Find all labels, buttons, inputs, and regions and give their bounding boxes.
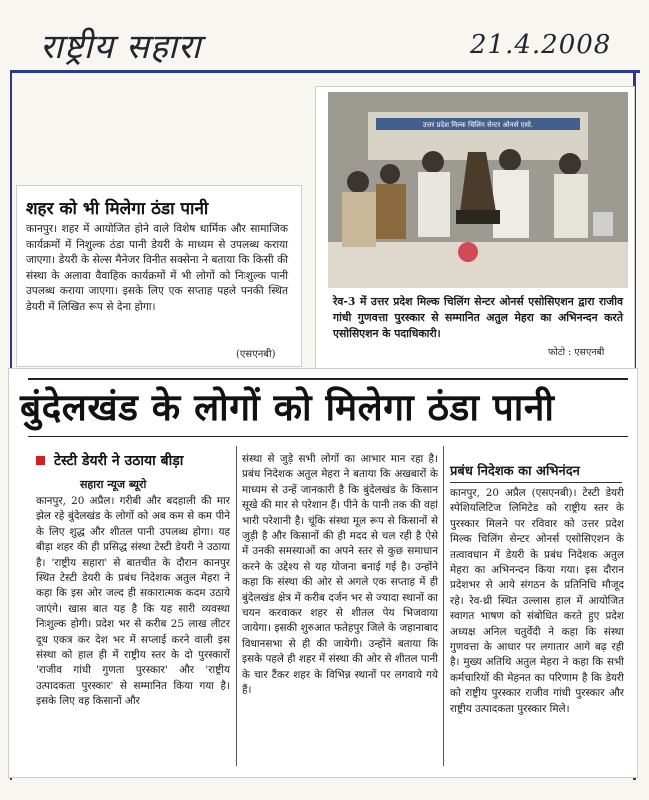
column-divider [236, 446, 237, 766]
photo-credit: फोटो : एसएनबी [548, 347, 605, 358]
box-story-body: कानपुर, 20 अप्रैल (एसएनबी)। टेस्टी डेयरी स्पेशियलिटिज लिमिटेड को राष्ट्रीय स्तर के पुरस्कार मिलने पर रविवार को उत्तर प्रदेश मिल्क चिलिंग सेन्टर ओनर्स एसोसिएशन के तत्वावधान में डेयरी के प्रबंध निदेशक अतुल मेहरा का अभिनन्दन किया गया। इस दौरान प्रदेशभर से आये संगठन के प्रतिनिधि मौजूद रहे। रेव-थ्री स्थित उल्लास हाल में आयोजित स्वागत भाषण को संबोधित करते हुए प्रदेश अध्यक्ष अनिल चतुर्वेदी ने कहा कि संस्था गुणवत्ता के आधार पर लगातार आगे बढ़ रही है। मुख्य अतिथि अतुल मेहरा ने कहा कि सभी कर्मचारियों की मेहनत का परिणाम है कि डेयरी को राष्ट्रीय पुरस्कार राजीव गांधी पुरस्कार और राष्ट्रीय उत्पादकता पुरस्कार मिले। [450, 487, 624, 715]
main-byline: सहारा न्यूज ब्यूरो [80, 478, 147, 491]
main-headline: बुंदेलखंड के लोगों को मिलेगा ठंडा पानी [20, 386, 555, 429]
award-ceremony-photo [328, 92, 628, 288]
masthead-handwritten: राष्ट्रीय सहारा [40, 27, 202, 67]
main-story-column-2: संस्था से जुड़े सभी लोगों का आभार मान रहा है। प्रबंध निदेशक अतुल मेहरा ने बताया कि अखबारों के माध्यम से उन्हें जानकारी है कि बुंदेलखंड के किसान सूखे की मार से परेशान हैं। पीने के पानी तक की वहां भारी परेशानी है। चूंकि संस्था मूल रूप से किसानों से जुड़ी है और किसानों की ही मदद से चल रही है ऐसे में उनकी समस्याओं का अपने स्तर से कुछ समाधान करने के उद्देश्य से यह योजना बनाई गई है। उन्होंने कहा कि संस्था की ओर से अगले एक सप्ताह में ही बुंदेलखंड क्षेत्र में करीब दर्जन भर से ज्यादा स्थानों का चयन करवाकर शहर से शीतल पेय भिजवाया जायेगा। इसकी शुरुआत फतेहपुर जिले के जहानाबाद विधानसभा से ही की जायेगी। उन्होंने बताया कि इसके पहले ही शहर में संस्था की ओर से शीतल पानी के चार टैंकर शहर के विभिन्न स्थानों पर लगवाये गये हैं। [242, 453, 438, 697]
story-credit: (एसएनबी) [236, 349, 276, 360]
red-bullet-icon [36, 456, 45, 465]
top-border-line [10, 70, 640, 73]
story-headline: शहर को भी मिलेगा ठंडा पानी [26, 199, 209, 219]
main-story-column-1: कानपुर, 20 अप्रैल। गरीबी और बदहाली की मार झेल रहे बुंदेलखंड के लोगों को अब कम से कम पीने के लिए शुद्ध और शीतल पानी उपलब्ध होगा। यह बीड़ा शहर की ही प्रसिद्ध संस्था टेस्टी डेयरी ने उठाया है। 'राष्ट्रीय सहारा' से बातचीत के दौरान कानपुर स्थित टेस्टी डेयरी के प्रबंध निदेशक अतुल मेहरा ने कहा कि इस ओर जल्द ही सकारात्मक कदम उठाये जाएंगे। खास बात यह है कि यह सारी व्यवस्था निःशुल्क होगी। प्रदेश भर से करीब 25 लाख लीटर दूध एकत्र कर देश भर में सप्लाई करने वाली इस संस्था को हाल ही में राष्ट्रीय स्तर के दो पुरस्कारों 'राजीव गांधी गुणता पुरस्कार' और 'राष्ट्रीय उत्पादकता पुरस्कार' से सम्मानित किया गया है। इसके लिए वह किसानों और [36, 495, 230, 708]
story-body: कानपुर। शहर में आयोजित होने वाले विशेष धार्मिक और सामाजिक कार्यक्रमों में निशुल्क ठंडा पानी डेयरी के माध्यम से उपलब्ध कराया जाएगा। डेयरी के सेल्स मैनेजर विनीत सक्सेना ने बताया कि किसी की संस्था के अलावा वैवाहिक कार्यक्रमों में भी लोगों को निःशुल्क पानी उपलब्ध कराया जाएगा। इसके लिए एक सप्ताह पहले पनकी स्थित डेयरी में लिखित रूप से देना होगा। [26, 223, 288, 313]
date-handwritten: 21.4.2008 [470, 30, 612, 60]
photo-caption: रेव-3 में उत्तर प्रदेश मिल्क चिलिंग सेन्टर ओनर्स एसोसिएशन द्वारा राजीव गांधी गुणवत्ता पुरस्कार से सम्मानित अतुल मेहरा का अभिनन्दन करते एसोसिएशन के पदाधिकारी। [333, 295, 623, 340]
headline-bottom-rule [28, 436, 628, 437]
column-divider [443, 446, 444, 766]
photo-illustration [328, 92, 628, 288]
photo-banner-text: उत्तर प्रदेश मिल्क चिलिंग सेन्टर ओनर्स एसो. [422, 121, 534, 129]
main-subhead: टेस्टी डेयरी ने उठाया बीड़ा [54, 453, 184, 469]
box-story-headline: प्रबंध निदेशक का अभिनंदन [450, 461, 622, 483]
